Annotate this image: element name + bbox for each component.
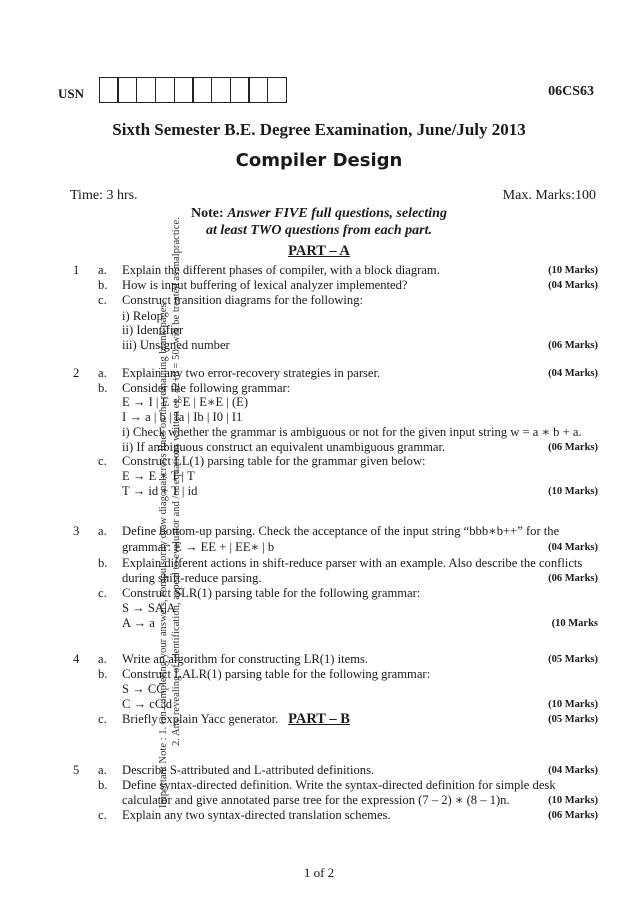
question-text: Explain any two error-recovery strategies in parser. [122,366,381,380]
usn-digit-box[interactable] [192,77,212,103]
question-text: i) Relop [122,309,163,323]
question-text: Explain any two syntax-directed translation schemes. [122,808,391,822]
subpart-label: b. [98,381,108,395]
usn-digit-box[interactable] [230,77,250,103]
question-text: Define bottom-up parsing. Check the acceptance of the input string “bbb∗b++” for the [122,524,560,538]
marks-label: (10 Marks [551,618,598,629]
question-text: Construct transition diagrams for the following: [122,293,363,307]
marks-label: (04 Marks) [548,542,598,553]
subpart-label: c. [98,454,107,468]
question-number: 1 [73,263,80,277]
question-number: 3 [73,524,80,538]
question-text: calculator and give annotated parse tree for the expression (7 – 2) ∗ (8 – 1)n. [122,793,510,807]
marks-label: (10 Marks) [548,699,598,710]
subpart-label: c. [98,712,107,726]
usn-digit-box[interactable] [267,77,287,103]
question-text: How is input buffering of lexical analyzer implemented? [122,278,408,292]
marks-label: (10 Marks) [548,795,598,806]
question-text: C → cC|d [122,697,173,711]
page-number: 1 of 2 [303,865,335,880]
question-text: E → I | E + E | E∗E | (E) [122,395,249,409]
subpart-label: a. [98,652,107,666]
subpart-label: a. [98,524,107,538]
subpart-label: b. [98,278,108,292]
question-text: ii) Identifier [122,323,184,337]
side-note-line1: Important Note : 1. On completing your answers, compulsorily draw diagonal cross lines on the remaining blank pages. [158,300,169,808]
question-text: Explain different actions in shift-reduce parser with an example. Also describe the conflicts [122,556,583,570]
question-text: E → E ∗ T | T [122,469,195,483]
question-text: Define syntax-directed definition. Write the syntax-directed definition for simple desk [122,778,556,792]
part-a-heading: PART – A [288,243,350,259]
usn-digit-box[interactable] [99,77,119,103]
question-text: S → CC [122,682,165,696]
question-text: T → id + T | id [122,484,198,498]
marks-label: (06 Marks) [548,810,598,821]
subpart-label: c. [98,808,107,822]
max-marks: Max. Marks:100 [502,188,596,203]
subpart-label: a. [98,263,107,277]
usn-digit-box[interactable] [155,77,175,103]
marks-label: (06 Marks) [548,340,598,351]
subpart-label: b. [98,556,108,570]
question-text: Explain the different phases of compiler, with a block diagram. [122,263,440,277]
marks-label: (05 Marks) [548,714,598,725]
usn-boxes [100,77,287,103]
subpart-label: a. [98,763,107,777]
subpart-label: c. [98,293,107,307]
marks-label: (10 Marks) [548,486,598,497]
question-text: Describe S-attributed and L-attributed definitions. [122,763,375,777]
question-number: 2 [73,366,80,380]
instructions-note [0,205,638,239]
question-text: Construct LALR(1) parsing table for the following grammar: [122,667,431,681]
note-line2: at least TWO questions from each part. [206,223,432,238]
marks-label: (04 Marks) [548,280,598,291]
question-text: iii) Unsigned number [122,338,230,352]
subpart-label: a. [98,366,107,380]
question-text: grammar: E → EE + | EE∗ | b [122,540,275,554]
marks-label: (04 Marks) [548,368,598,379]
note-prefix: Note: [191,206,224,221]
part-b-heading: PART – B [288,711,350,727]
marks-label: (10 Marks) [548,265,598,276]
question-text: S → SA|A [122,601,176,615]
usn-digit-box[interactable] [211,77,231,103]
usn-digit-box[interactable] [117,77,137,103]
question-text: ii) If ambiguous construct an equivalent unambiguous grammar. [122,440,446,454]
note-line1: Answer FIVE full questions, selecting [227,206,447,221]
subject-title: Compiler Design [235,150,403,171]
question-text: Construct LL(1) parsing table for the grammar given below: [122,454,426,468]
subpart-label: b. [98,778,108,792]
time-allowed: Time: 3 hrs. [70,188,138,203]
question-number: 5 [73,763,80,777]
marks-label: (06 Marks) [548,442,598,453]
subpart-label: c. [98,586,107,600]
question-text: I → a | b | Ia | Ib | I0 | I1 [122,410,243,424]
question-text: Construct SLR(1) parsing table for the following grammar: [122,586,421,600]
question-text: during shift-reduce parsing. [122,571,262,585]
side-note-line2: 2. Any revealing of identification, appeal to evaluator and /or equations written eg, 42+8 = 50, will be treated as malpractice. [171,217,182,746]
usn-label: USN [58,86,85,101]
usn-digit-box[interactable] [248,77,268,103]
subpart-label: b. [98,667,108,681]
paper-code: 06CS63 [548,84,594,99]
usn-digit-box[interactable] [174,77,194,103]
question-text: A → a [122,616,155,630]
question-text: Consider the following grammar: [122,381,291,395]
question-text: i) Check whether the grammar is ambiguous or not for the given input string w = a ∗ b + a. [122,425,582,439]
question-number: 4 [73,652,80,666]
usn-digit-box[interactable] [136,77,156,103]
marks-label: (04 Marks) [548,765,598,776]
question-text: Briefly explain Yacc generator. [122,712,279,726]
marks-label: (05 Marks) [548,654,598,665]
exam-title: Sixth Semester B.E. Degree Examination, June/July 2013 [112,120,526,139]
marks-label: (06 Marks) [548,573,598,584]
question-text: Write an algorithm for constructing LR(1) items. [122,652,369,666]
